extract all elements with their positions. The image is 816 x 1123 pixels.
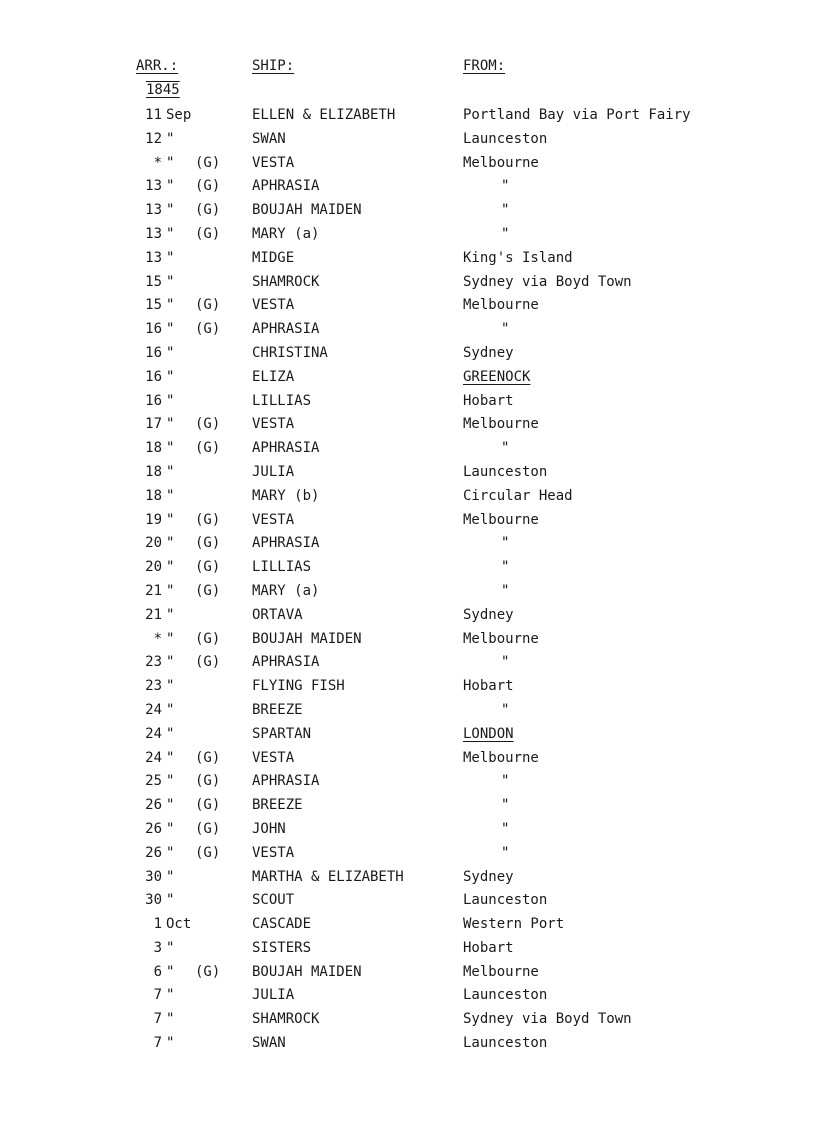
arrival-row [0, 129, 816, 153]
government-mark: (G) [195, 511, 221, 528]
ship-name: ORTAVA [252, 606, 303, 623]
ship-name: LILLIAS [252, 392, 312, 409]
government-mark: (G) [195, 535, 221, 552]
origin-port: " [501, 559, 510, 576]
government-mark: (G) [195, 749, 221, 766]
government-mark: (G) [195, 820, 221, 837]
arrival-month: Sep [166, 107, 192, 123]
arrival-row [0, 962, 816, 986]
government-mark: (G) [195, 202, 221, 219]
arrival-day: * [153, 154, 162, 171]
ship-name: APHRASIA [252, 440, 320, 457]
ship-name: APHRASIA [252, 535, 320, 552]
arrival-row [0, 462, 816, 486]
ship-name: SWAN [252, 130, 286, 147]
arrival-row [0, 867, 816, 891]
arrival-day: 6 [153, 963, 162, 980]
origin-port: Melbourne [463, 154, 539, 171]
ship-name: ELIZA [252, 368, 295, 385]
arrival-day: 13 [145, 202, 162, 219]
arrival-row [0, 748, 816, 772]
arrival-row [0, 700, 816, 724]
arrival-day: 16 [145, 368, 162, 385]
arrival-day: 21 [145, 606, 162, 623]
ship-name: BOUJAH MAIDEN [252, 202, 362, 219]
ship-name: JOHN [252, 820, 286, 837]
arrival-month: " [166, 225, 175, 242]
arrival-day: 16 [145, 321, 162, 338]
arrival-month: " [166, 511, 175, 528]
arrival-month: " [166, 797, 175, 814]
ship-name: BREEZE [252, 701, 303, 718]
ship-name: MIDGE [252, 249, 295, 266]
origin-port: King's Island [463, 249, 573, 266]
arrival-day: * [153, 630, 162, 647]
arrival-row [0, 486, 816, 510]
arrival-month: " [166, 630, 175, 647]
government-mark: (G) [195, 225, 221, 242]
arrival-day: 16 [145, 392, 162, 409]
arrival-month: " [166, 868, 175, 885]
arrival-day: 15 [145, 297, 162, 314]
arrival-day: 26 [145, 844, 162, 861]
arrival-day: 20 [145, 559, 162, 576]
arrival-month: " [166, 1011, 175, 1028]
ship-name: VESTA [252, 511, 295, 528]
arrival-row [0, 843, 816, 867]
government-mark: (G) [195, 844, 221, 861]
arrival-month: " [166, 939, 175, 956]
arrival-day: 13 [145, 225, 162, 242]
arrival-row [0, 557, 816, 581]
arrival-row [0, 581, 816, 605]
arrival-row [0, 1033, 816, 1057]
origin-port: " [501, 797, 510, 814]
ship-name: SISTERS [252, 939, 312, 956]
arrival-row [0, 248, 816, 272]
arrival-month: " [166, 321, 175, 338]
government-mark: (G) [195, 582, 221, 599]
arrival-day: 12 [145, 130, 162, 147]
origin-port: Hobart [463, 939, 514, 956]
ship-name: BOUJAH MAIDEN [252, 963, 362, 980]
ship-name: CASCADE [252, 916, 312, 933]
arrival-month: " [166, 820, 175, 837]
arrival-month: " [166, 987, 175, 1004]
arrival-month: " [166, 463, 175, 480]
year-label: 1845 [146, 82, 180, 98]
arrival-day: 26 [145, 797, 162, 814]
arrival-month: " [166, 773, 175, 790]
arrival-month: " [166, 606, 175, 623]
arrival-day: 7 [153, 987, 162, 1004]
arrival-month: " [166, 678, 175, 695]
arrival-month: " [166, 178, 175, 195]
arrival-day: 19 [145, 511, 162, 528]
arrival-day: 30 [145, 892, 162, 909]
arrival-day: 7 [153, 1035, 162, 1052]
arrival-row [0, 295, 816, 319]
arrival-day: 18 [145, 487, 162, 504]
arrival-month: " [166, 440, 175, 457]
arrival-day: 21 [145, 582, 162, 599]
ship-name: LILLIAS [252, 559, 312, 576]
arrival-day: 24 [145, 725, 162, 742]
origin-port: Launceston [463, 1035, 548, 1052]
arrival-day: 20 [145, 535, 162, 552]
origin-port: LONDON [463, 725, 514, 742]
government-mark: (G) [195, 154, 221, 171]
arrival-day: 17 [145, 416, 162, 433]
arrival-row [0, 272, 816, 296]
origin-port: " [501, 654, 510, 671]
arrival-month: " [166, 154, 175, 171]
arrival-day: 1 [153, 916, 162, 933]
ship-name: MARY (a) [252, 582, 320, 599]
origin-port: Launceston [463, 130, 548, 147]
arrival-day: 18 [145, 440, 162, 457]
arrival-row [0, 819, 816, 843]
arrival-month: Oct [166, 916, 192, 933]
arrival-day: 18 [145, 463, 162, 480]
origin-port: " [501, 535, 510, 552]
arrival-row [0, 533, 816, 557]
arrival-row [0, 200, 816, 224]
arrival-month: " [166, 273, 175, 290]
origin-port: " [501, 202, 510, 219]
arrival-month: " [166, 1035, 175, 1052]
ship-name: APHRASIA [252, 654, 320, 671]
arrival-day: 26 [145, 820, 162, 837]
arrival-row [0, 1009, 816, 1033]
arrival-day: 3 [153, 939, 162, 956]
origin-port: Sydney [463, 606, 514, 623]
origin-port: Melbourne [463, 416, 539, 433]
arrival-row [0, 795, 816, 819]
arrival-day: 23 [145, 678, 162, 695]
arrival-day: 13 [145, 178, 162, 195]
arrival-day: 25 [145, 773, 162, 790]
arrival-month: " [166, 487, 175, 504]
government-mark: (G) [195, 178, 221, 195]
government-mark: (G) [195, 797, 221, 814]
arrival-row [0, 343, 816, 367]
ship-name: VESTA [252, 749, 295, 766]
arrival-month: " [166, 749, 175, 766]
government-mark: (G) [195, 559, 221, 576]
ship-name: JULIA [252, 987, 295, 1004]
arrival-month: " [166, 130, 175, 147]
origin-port: GREENOCK [463, 368, 531, 385]
arrival-row [0, 153, 816, 177]
ship-name: FLYING FISH [252, 678, 345, 695]
government-mark: (G) [195, 297, 221, 314]
arrival-month: " [166, 654, 175, 671]
origin-port: Hobart [463, 678, 514, 695]
origin-port: Sydney via Boyd Town [463, 1011, 632, 1028]
government-mark: (G) [195, 963, 221, 980]
origin-port: Hobart [463, 392, 514, 409]
origin-port: " [501, 178, 510, 195]
origin-port: " [501, 820, 510, 837]
origin-port: Sydney via Boyd Town [463, 273, 632, 290]
ship-name: VESTA [252, 416, 295, 433]
arrival-row [0, 391, 816, 415]
origin-port: Melbourne [463, 963, 539, 980]
arrival-month: " [166, 249, 175, 266]
origin-port: Melbourne [463, 630, 539, 647]
origin-port: Circular Head [463, 487, 573, 504]
origin-port: Melbourne [463, 297, 539, 314]
government-mark: (G) [195, 321, 221, 338]
origin-port: Melbourne [463, 511, 539, 528]
government-mark: (G) [195, 630, 221, 647]
arrival-row [0, 414, 816, 438]
government-mark: (G) [195, 440, 221, 457]
arrival-row [0, 438, 816, 462]
ship-name: CHRISTINA [252, 344, 328, 361]
arrival-row [0, 629, 816, 653]
origin-port: " [501, 773, 510, 790]
ship-name: SCOUT [252, 892, 295, 909]
arrival-month: " [166, 892, 175, 909]
arrival-month: " [166, 368, 175, 385]
ship-name: SPARTAN [252, 725, 312, 742]
arrival-row [0, 938, 816, 962]
arrival-day: 11 [145, 107, 162, 123]
arrival-row [0, 914, 816, 938]
arrival-month: " [166, 297, 175, 314]
origin-port: Western Port [463, 916, 565, 933]
arrival-day: 30 [145, 868, 162, 885]
arrival-row [0, 510, 816, 534]
origin-port: Melbourne [463, 749, 539, 766]
arrival-day: 13 [145, 249, 162, 266]
arrival-day: 24 [145, 749, 162, 766]
arrival-day: 23 [145, 654, 162, 671]
origin-port: " [501, 225, 510, 242]
arrival-row [0, 724, 816, 748]
arrival-month: " [166, 725, 175, 742]
arrival-row [0, 985, 816, 1009]
ship-name: VESTA [252, 844, 295, 861]
arrival-row [0, 771, 816, 795]
arrival-month: " [166, 535, 175, 552]
origin-port: Launceston [463, 892, 548, 909]
year-row [0, 82, 816, 102]
ship-name: MARY (a) [252, 225, 320, 242]
ship-name: SWAN [252, 1035, 286, 1052]
arrival-month: " [166, 416, 175, 433]
origin-port: " [501, 321, 510, 338]
arrival-month: " [166, 963, 175, 980]
arrival-day: 16 [145, 344, 162, 361]
origin-port: " [501, 844, 510, 861]
arrival-month: " [166, 844, 175, 861]
origin-port: Sydney [463, 344, 514, 361]
arrival-row [0, 105, 816, 129]
ship-name: BOUJAH MAIDEN [252, 630, 362, 647]
ship-name: MARY (b) [252, 487, 320, 504]
ship-name: BREEZE [252, 797, 303, 814]
arrival-row [0, 652, 816, 676]
header-ship: SHIP: [252, 58, 295, 74]
arrivals-list [0, 105, 816, 1065]
arrival-day: 7 [153, 1011, 162, 1028]
header-arrival: ARR.: [136, 58, 179, 74]
arrival-row [0, 605, 816, 629]
ship-name: APHRASIA [252, 178, 320, 195]
ship-name: VESTA [252, 297, 295, 314]
ship-name: VESTA [252, 154, 295, 171]
arrival-row [0, 224, 816, 248]
origin-port: Launceston [463, 463, 548, 480]
ship-name: APHRASIA [252, 321, 320, 338]
government-mark: (G) [195, 654, 221, 671]
arrival-month: " [166, 392, 175, 409]
ship-name: SHAMROCK [252, 1011, 320, 1028]
ship-name: MARTHA & ELIZABETH [252, 868, 404, 885]
origin-port: Portland Bay via Port Fairy [463, 107, 691, 123]
ship-name: JULIA [252, 463, 295, 480]
origin-port: Sydney [463, 868, 514, 885]
header-from: FROM: [463, 58, 506, 74]
arrival-month: " [166, 582, 175, 599]
origin-port: Launceston [463, 987, 548, 1004]
government-mark: (G) [195, 416, 221, 433]
ship-name: APHRASIA [252, 773, 320, 790]
arrival-row [0, 676, 816, 700]
arrival-row [0, 319, 816, 343]
ship-name: SHAMROCK [252, 273, 320, 290]
origin-port: " [501, 582, 510, 599]
arrival-row [0, 890, 816, 914]
arrival-month: " [166, 559, 175, 576]
arrival-month: " [166, 344, 175, 361]
arrival-row [0, 367, 816, 391]
ship-name: ELLEN & ELIZABETH [252, 107, 396, 123]
arrival-month: " [166, 701, 175, 718]
origin-port: " [501, 440, 510, 457]
arrival-row [0, 176, 816, 200]
origin-port: " [501, 701, 510, 718]
arrival-month: " [166, 202, 175, 219]
arrival-day: 15 [145, 273, 162, 290]
arrival-day: 24 [145, 701, 162, 718]
column-header-row [0, 58, 816, 78]
government-mark: (G) [195, 773, 221, 790]
